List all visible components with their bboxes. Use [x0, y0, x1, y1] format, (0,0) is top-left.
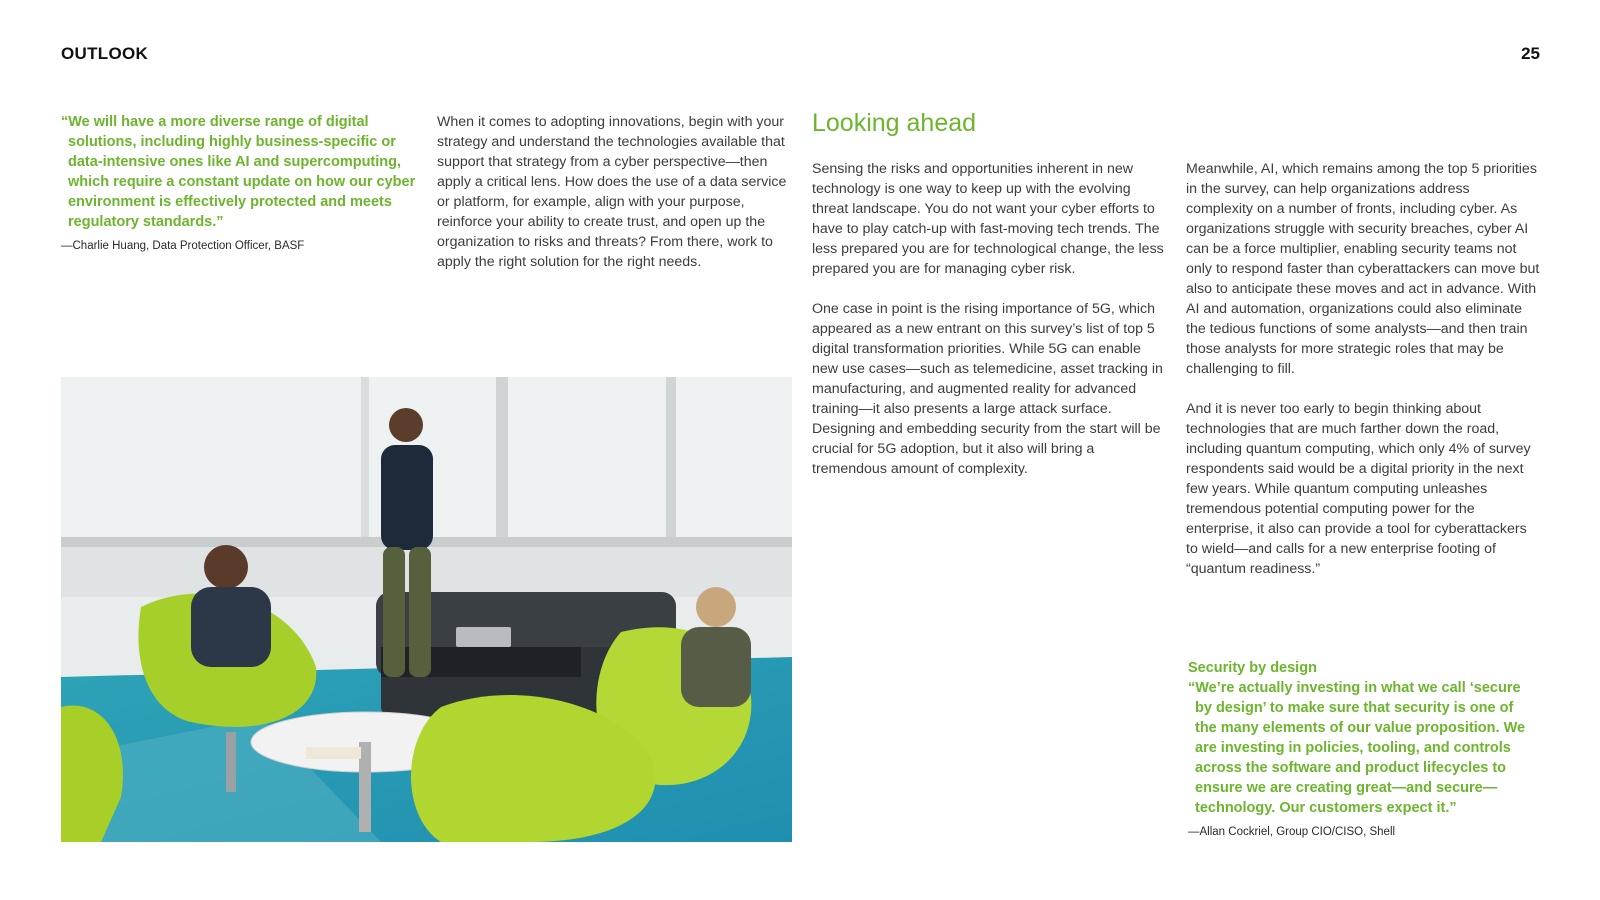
looking-ahead-column: [812, 159, 1168, 499]
looking-ahead-paragraph: Sensing the risks and opportunities inherent in new technology is one way to keep up with the evolving threat landscape. You do not want your cyber efforts to have to play catch-up with fast-moving tech trends. The less prepared you are for technological change, the less prepared you are for managing cyber risk.: [812, 161, 1164, 277]
section-title: OUTLOOK: [61, 44, 149, 63]
intro-paragraph: When it comes to adopting innovations, begin with your strategy and understand the technologies available that support that strategy from a cyber perspective—then apply a critical lens. How does the use of a data service or platform, for example, align with your purpose, reinforce your ability to create trust, and open up the organization to risks and threats? From there, work to apply the right solution for the right needs.: [437, 114, 787, 270]
ai-quantum-column: [1186, 159, 1540, 599]
pull-quote-text: “We will have a more diverse range of digital solutions, including highly business-specific or data-intensive ones like AI and supercomputing, which require a constant update on how our cyber environment is effectively protected and meets regulatory standards.”: [61, 114, 416, 230]
quantum-paragraph: And it is never too early to begin thinking about technologies that are much farther down the road, including quantum computing, which only 4% of survey respondents said would be a digital priority in the next few years. While quantum computing unleashes tremendous potential computing power for the enterprise, it also can provide a tool for cyberattackers to wield—and calls for a new enterprise footing of “quantum readiness.”: [1186, 401, 1531, 577]
quote-block: [61, 112, 421, 252]
looking-ahead-paragraph: One case in point is the rising importance of 5G, which appeared as a new entrant on this survey’s list of top 5 digital transformation priorities. While 5G can enable new use cases—such as telemedicine, asset tracking in manufacturing, and augmented reality for advanced training—it also presents a large attack surface. Designing and embedding security from the start will be crucial for 5G adoption, but it also will bring a tremendous amount of complexity.: [812, 301, 1163, 477]
photo-illustration: [61, 377, 792, 842]
page-number: 25: [1521, 44, 1540, 63]
pull-quote: [61, 112, 421, 232]
security-by-design-heading: Security by design: [1188, 660, 1317, 676]
office-lounge-photo: [61, 377, 792, 842]
security-quote-text: “We’re actually investing in what we call ‘secure by design’ to make sure that security is one of the many elements of our value proposition. We are investing in policies, tooling, and controls across the software and product lifecycles to ensure we are creating great—and secure—technology. Our customers expect it.”: [1188, 680, 1526, 816]
security-quote-attribution: —Allan Cockriel, Group CIO/CISO, Shell: [1188, 826, 1396, 838]
ai-paragraph: Meanwhile, AI, which remains among the top 5 priorities in the survey, can help organizations address complexity on a number of fronts, including cyber. As organizations struggle with security breaches, cyber AI can be a force multiplier, enabling security teams not only to respond faster than cyberattackers can move but also to anticipate these moves and act in advance. With AI and automation, organizations could also eliminate the tedious functions of some analysts—and then train those analysts for more strategic roles that may be challenging to fill.: [1186, 161, 1540, 377]
security-quote: [1188, 678, 1538, 818]
quote-attribution: —Charlie Huang, Data Protection Officer, BASF: [61, 240, 305, 252]
looking-ahead-heading: Looking ahead: [812, 109, 977, 137]
intro-column: [437, 112, 787, 292]
security-by-design-block: [1188, 658, 1538, 838]
